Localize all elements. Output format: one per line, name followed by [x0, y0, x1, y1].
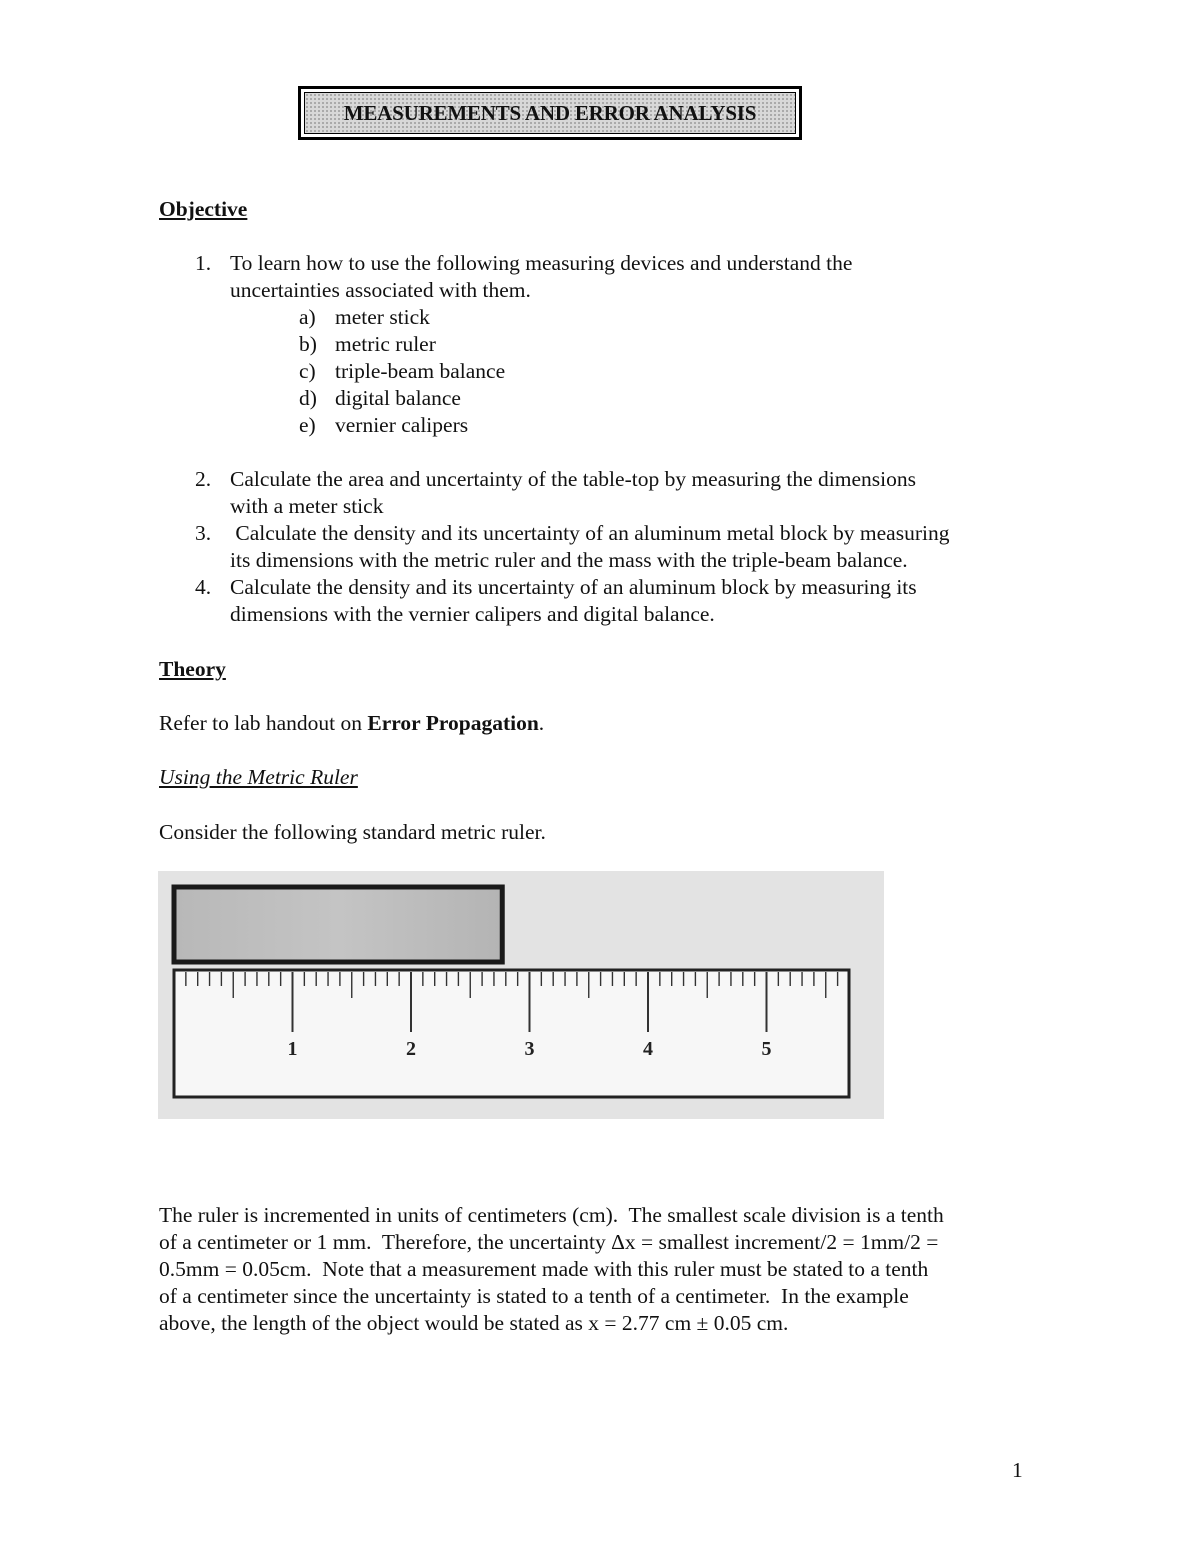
- title-box: [298, 86, 802, 140]
- subitem-letter: a): [299, 305, 316, 329]
- item-text: uncertainties associated with them.: [230, 278, 531, 302]
- item-text: Calculate the density and its uncertainty of an aluminum block by measuring its: [230, 575, 917, 599]
- item-number: 1.: [195, 251, 212, 275]
- item-text: To learn how to use the following measuring devices and understand the: [230, 251, 853, 275]
- ruler-tick-label: 4: [643, 1038, 653, 1060]
- subitem-letter: d): [299, 386, 317, 410]
- refer-suffix: .: [538, 711, 545, 735]
- refer-line: [159, 711, 544, 736]
- ruler-tick-label: 5: [761, 1038, 772, 1060]
- item-text: Calculate the area and uncertainty of the table-top by measuring the dimensions: [230, 467, 916, 491]
- paragraph-line: above, the length of the object would be stated as x = 2.77 cm ± 0.05 cm.: [159, 1311, 789, 1335]
- objective-heading: Objective: [159, 197, 248, 221]
- item-text: dimensions with the vernier calipers and digital balance.: [230, 602, 715, 626]
- item-number: 2.: [195, 467, 212, 491]
- subitem-text: digital balance: [335, 386, 461, 410]
- ruler-figure: [158, 871, 884, 1119]
- error-propagation-ref: Error Propagation: [367, 711, 539, 735]
- page-number: 1: [1012, 1458, 1023, 1482]
- paragraph-line: 0.5mm = 0.05cm. Note that a measurement made with this ruler must be stated to a tenth: [159, 1257, 929, 1281]
- subitem-text: vernier calipers: [335, 413, 469, 437]
- ruler-tick-label: 3: [524, 1038, 535, 1060]
- paragraph-line: The ruler is incremented in units of centimeters (cm). The smallest scale division is a tenth: [159, 1203, 944, 1227]
- ruler-illustration: [158, 871, 884, 1119]
- metric-ruler-subheading: Using the Metric Ruler: [159, 765, 358, 789]
- theory-heading: Theory: [159, 657, 226, 681]
- subitem-text: triple-beam balance: [335, 359, 506, 383]
- subitem-letter: b): [299, 332, 317, 356]
- refer-prefix: Refer to lab handout on: [159, 711, 368, 735]
- subitem-text: metric ruler: [335, 332, 436, 356]
- subitem-letter: c): [299, 359, 316, 383]
- ruler-tick-label: 1: [287, 1038, 298, 1060]
- paragraph-line: of a centimeter since the uncertainty is stated to a tenth of a centimeter. In the example: [159, 1284, 909, 1308]
- ruler-body: [174, 970, 849, 1097]
- paragraph-line: of a centimeter or 1 mm. Therefore, the uncertainty Δx = smallest increment/2 = 1mm/2 =: [159, 1230, 939, 1254]
- ruler-tick-label: 2: [406, 1038, 416, 1060]
- subitem-text: meter stick: [335, 305, 430, 329]
- item-text: Calculate the density and its uncertainty of an aluminum metal block by measuring: [230, 521, 950, 545]
- item-number: 3.: [195, 521, 212, 545]
- page-title: MEASUREMENTS AND ERROR ANALYSIS: [304, 92, 796, 134]
- item-text: with a meter stick: [230, 494, 384, 518]
- subitem-letter: e): [299, 413, 316, 437]
- consider-text: Consider the following standard metric ruler.: [159, 820, 546, 844]
- measured-object-block: [174, 887, 502, 962]
- item-number: 4.: [195, 575, 212, 599]
- item-text: its dimensions with the metric ruler and the mass with the triple-beam balance.: [230, 548, 908, 572]
